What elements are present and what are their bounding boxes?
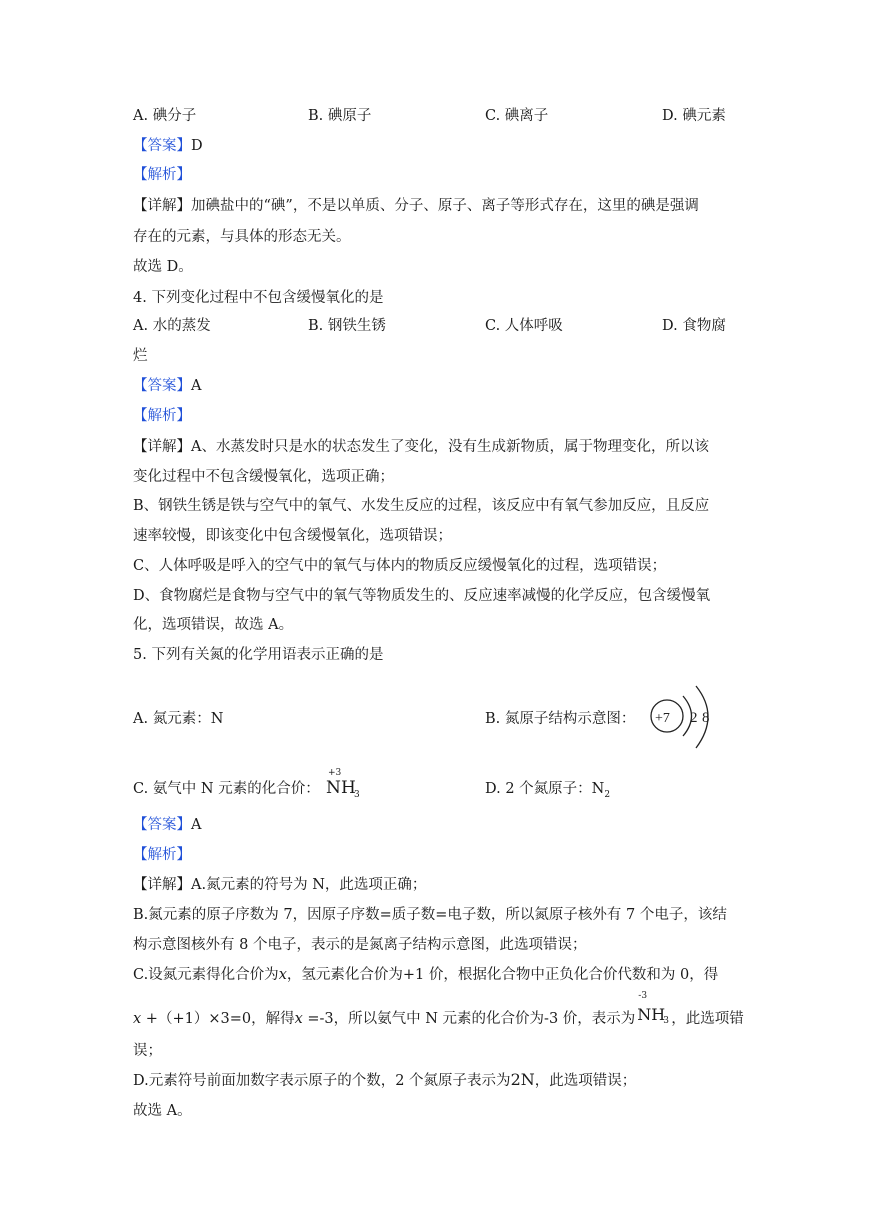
q3-option-d: D. 碘元素 (662, 108, 726, 124)
answer-tag: 【答案】 (133, 817, 191, 833)
formula-h: H (651, 1005, 666, 1024)
q3-option-c: C. 碘离子 (485, 108, 549, 124)
formula-n: N (637, 1005, 652, 1024)
inline-formula (635, 991, 671, 1026)
q4-stem: 4. 下列变化过程中不包含缓慢氧化的是 (133, 290, 384, 306)
detail-text: C.设氮元素得化合价为 (133, 967, 279, 983)
q4-answer (133, 374, 201, 395)
q5-option-d (485, 777, 610, 800)
option-d-text: D. 2 个氮原子：N (485, 781, 605, 797)
q5-stem: 5. 下列有关氮的化学用语表示正确的是 (133, 647, 384, 663)
q5-detail-3: 构示意图核外有 8 个电子，表示的是氮离子结构示意图，此选项错误； (133, 937, 587, 953)
answer-text: A (191, 817, 202, 833)
shell-1-count: 2 (690, 710, 698, 726)
q5-option-a: A. 氮元素：N (133, 711, 224, 727)
answer-tag: 【答案】 (133, 138, 191, 154)
variable-x: x (294, 1011, 303, 1027)
formula-subscript: 3 (663, 1016, 670, 1026)
detail-text: +（+1）×3=0，解得 (141, 1011, 295, 1027)
q4-detail-d-2: 化，选项错误，故选 A。 (133, 617, 294, 633)
q4-detail-a-2: 变化过程中不包含缓慢氧化，选项正确； (133, 469, 394, 485)
q4-option-a: A. 水的蒸发 (133, 318, 211, 334)
q4-detail-b-2: 速率较慢，即该变化中包含缓慢氧化，选项错误； (133, 528, 452, 544)
q5-option-c: C. 氨气中 N 元素的化合价： (133, 781, 320, 797)
variable-x: x (133, 1011, 142, 1027)
q5-answer (133, 813, 201, 834)
detail-tag: 【详解】 (133, 198, 191, 214)
detail-tag: 【详解】 (133, 439, 191, 455)
answer-text: D (191, 138, 203, 154)
answer-tag: 【答案】 (133, 378, 191, 394)
valence-superscript: -3 (638, 991, 648, 1001)
detail-text: =-3，所以氨气中 N 元素的化合价为-3 价，表示为 (302, 1011, 636, 1027)
q3-detail-line-1 (133, 194, 699, 215)
shell-2-count: 8 (702, 710, 710, 726)
q4-option-c: C. 人体呼吸 (485, 318, 563, 334)
detail-text: A、水蒸发时只是水的状态发生了变化，没有生成新物质，属于物理变化，所以该 (191, 439, 709, 455)
q3-option-a: A. 碘分子 (133, 108, 197, 124)
answer-text: A (191, 378, 202, 394)
q3-option-b: B. 碘原子 (308, 108, 372, 124)
detail-text: A.氮元素的符号为 N，此选项正确； (191, 877, 427, 893)
formula-h: H (341, 778, 356, 798)
detail-text: ，氢元素化合价为+1 价，根据化合物中正负化合价代数和为 0，得 (286, 967, 719, 983)
detail-text: 加碘盐中的“碘”，不是以单质、分子、原子、离子等形式存在，这里的碘是强调 (191, 198, 699, 214)
detail-text: ，此选项错 (671, 1011, 744, 1027)
nucleus-charge: +7 (655, 711, 670, 726)
q5-option-b: B. 氮原子结构示意图： (485, 711, 636, 727)
q4-detail-a-1 (133, 435, 709, 456)
q4-detail-b-1: B、钢铁生锈是铁与空气中的氧气、水发生反应的过程，该反应中有氧气参加反应，且反应 (133, 498, 710, 514)
q3-conclusion: 故选 D。 (133, 259, 193, 275)
option-d-subscript: 2 (604, 790, 611, 800)
q3-detail-line-2: 存在的元素，与具体的形态无关。 (133, 229, 351, 245)
variable-x: x (278, 967, 287, 983)
q5-detail-8: 故选 A。 (133, 1103, 192, 1119)
detail-text: ，此选项错误； (534, 1073, 637, 1089)
q5-detail-4 (133, 963, 718, 984)
q5-detail-6: 误； (133, 1043, 162, 1059)
q5-analysis-tag: 【解析】 (133, 847, 191, 863)
q3-analysis-tag: 【解析】 (133, 167, 191, 183)
formula-n: N (326, 778, 341, 798)
q4-detail-c-1: C、人体呼吸是呼入的空气中的氧气与体内的物质反应缓慢氧化的过程，选项错误； (133, 558, 667, 574)
q4-option-b: B. 钢铁生锈 (308, 318, 386, 334)
detail-text: D.元素符号前面加数字表示原子的个数，2 个氮原子表示为 (133, 1073, 511, 1089)
q4-option-d-wrap: 烂 (133, 348, 148, 364)
nitrogen-structure-diagram (640, 676, 724, 758)
q5-detail-2: B.氮元素的原子序数为 7，因原子序数=质子数=电子数，所以氮原子核外有 7 个电子，该结 (133, 907, 727, 923)
q5-option-c-formula (326, 770, 366, 800)
detail-tag: 【详解】 (133, 877, 191, 893)
valence-superscript: +3 (328, 768, 342, 778)
formula-subscript: 3 (354, 790, 360, 800)
q4-option-d: D. 食物腐 (662, 318, 726, 334)
q3-answer (133, 134, 203, 155)
q4-detail-d-1: D、食物腐烂是食物与空气中的氧气等物质发生的、反应速率减慢的化学反应，包含缓慢氧 (133, 588, 711, 604)
q5-detail-7 (133, 1069, 636, 1090)
q5-detail-5 (133, 991, 744, 1028)
formula-2n: 2N (510, 1070, 535, 1089)
q4-analysis-tag: 【解析】 (133, 408, 191, 424)
q5-detail-1 (133, 873, 426, 894)
